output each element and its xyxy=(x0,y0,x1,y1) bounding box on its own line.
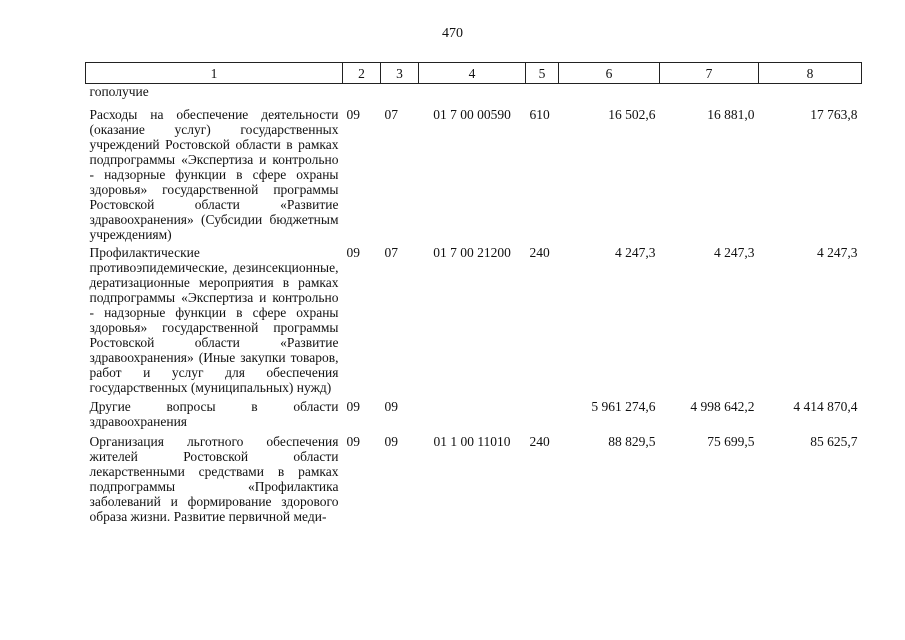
row-section: 09 xyxy=(346,434,360,449)
row-value-2: 4 247,3 xyxy=(714,245,755,260)
header-col-8: 8 xyxy=(759,63,862,84)
header-col-7: 7 xyxy=(660,63,759,84)
row-subsection: 09 xyxy=(384,399,398,414)
row-value-1: 5 961 274,6 xyxy=(591,399,656,414)
row-value-2: 75 699,5 xyxy=(707,434,755,449)
row-value-1: 88 829,5 xyxy=(608,434,656,449)
budget-table xyxy=(85,62,862,524)
row-target-article: 01 7 00 21200 xyxy=(433,245,511,260)
row-subsection: 07 xyxy=(384,107,398,122)
table-header-row xyxy=(86,63,862,84)
row-value-3: 4 247,3 xyxy=(817,245,858,260)
row-name: Организация льготного обеспечения жителей Ростовской области лекарственными средствами в рамках подпрограммы «Профилактика заболеваний и формирование здорового образа жизни. Развитие первичной меди- xyxy=(89,434,339,524)
row-section: 09 xyxy=(346,399,360,414)
row-value-1: 4 247,3 xyxy=(615,245,656,260)
row-target-article xyxy=(419,395,526,429)
header-col-1: 1 xyxy=(86,63,343,84)
row-expense-type xyxy=(526,395,559,429)
header-col-2: 2 xyxy=(343,63,381,84)
row-value-1: 16 502,6 xyxy=(608,107,656,122)
carryover-row xyxy=(86,84,862,100)
page-number: 470 xyxy=(442,26,463,41)
header-col-4: 4 xyxy=(419,63,526,84)
row-expense-type: 610 xyxy=(529,107,550,122)
table-row xyxy=(86,429,862,524)
row-name: Другие вопросы в области здравоохранения xyxy=(89,399,339,429)
carryover-text: гополучие xyxy=(89,84,149,99)
row-section: 09 xyxy=(346,107,360,122)
header-col-6: 6 xyxy=(559,63,660,84)
table-row xyxy=(86,242,862,395)
row-name: Расходы на обеспечение деятельности (оказание услуг) государственных учреждений Ростовской области в рамках подпрограммы «Экспертиза и контрольно - надзорные функции в сфере охраны здоровья» государственной программы Ростовской области «Развитие здравоохранения» (Субсидии бюджетным учреждениям) xyxy=(89,107,339,242)
row-subsection: 09 xyxy=(384,434,398,449)
header-col-3: 3 xyxy=(381,63,419,84)
row-value-3: 85 625,7 xyxy=(810,434,858,449)
row-value-2: 4 998 642,2 xyxy=(690,399,755,414)
row-value-3: 4 414 870,4 xyxy=(793,399,858,414)
row-target-article: 01 1 00 11010 xyxy=(433,434,511,449)
table-row xyxy=(86,395,862,429)
row-value-3: 17 763,8 xyxy=(810,107,858,122)
row-expense-type: 240 xyxy=(529,245,550,260)
row-section: 09 xyxy=(346,245,360,260)
table-row xyxy=(86,99,862,242)
row-value-2: 16 881,0 xyxy=(707,107,755,122)
row-name: Профилактические противоэпидемические, дезинсекционные, дератизационные мероприятия в рамках подпрограммы «Экспертиза и контрольно - надзорные функции в сфере охраны здоровья» государственной программы Ростовской области «Развитие здравоохранения» (Иные закупки товаров, работ и услуг для обеспечения государственных (муниципальных) нужд) xyxy=(89,245,339,395)
row-target-article: 01 7 00 00590 xyxy=(433,107,511,122)
row-subsection: 07 xyxy=(384,245,398,260)
header-col-5: 5 xyxy=(526,63,559,84)
row-expense-type: 240 xyxy=(529,434,550,449)
